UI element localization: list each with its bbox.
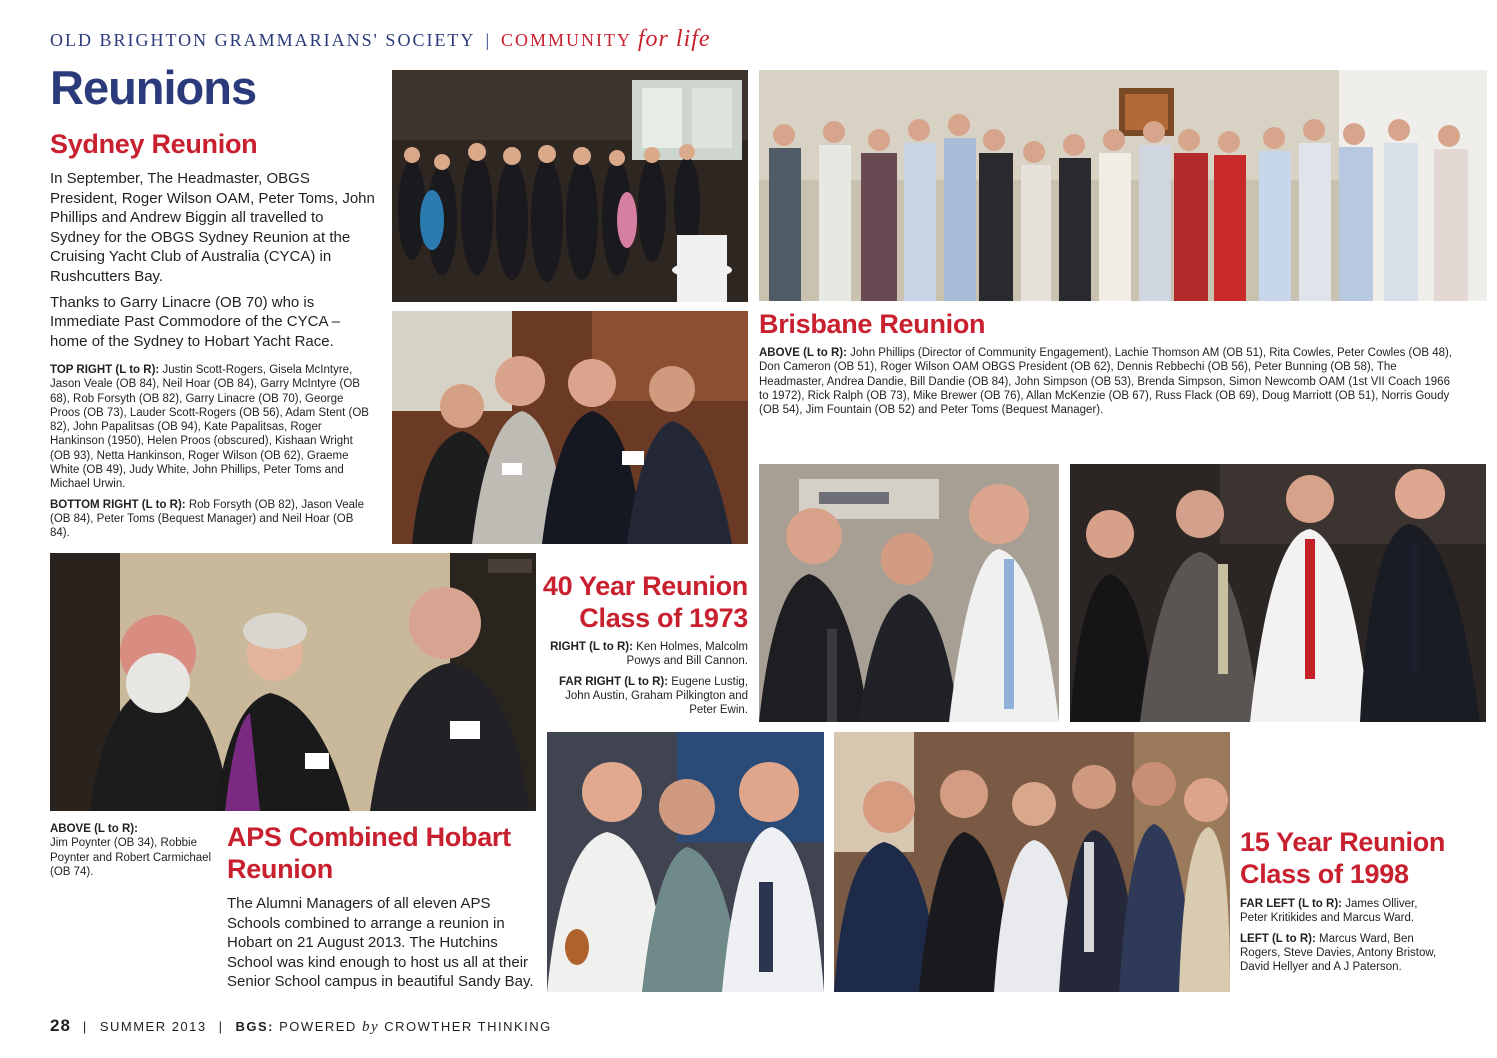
class-1998-caption-far-left [1240, 897, 1440, 926]
class-1973-right-photo [759, 464, 1059, 722]
caption-text: James Olliver, Peter Kritikides and Marcus Ward. [1240, 898, 1418, 925]
caption-label: FAR RIGHT (L to R): [559, 675, 669, 688]
powered-label: POWERED [279, 1019, 357, 1034]
caption-label: ABOVE (L to R): [759, 347, 847, 359]
caption-label: BOTTOM RIGHT (L to R): [50, 498, 186, 511]
sydney-group-photo [392, 70, 748, 302]
masthead [50, 26, 711, 53]
hobart-caption-text [50, 822, 215, 879]
caption-text: Jim Poynter (OB 34), Robbie Poynter and Robert Carmichael (OB 74). [50, 837, 212, 878]
hobart-body [227, 894, 539, 998]
by-label: by [361, 1019, 380, 1035]
hobart-heading [227, 821, 511, 885]
caption-label: ABOVE (L to R): [50, 823, 138, 835]
society-name: OLD BRIGHTON GRAMMARIANS' SOCIETY [50, 30, 476, 50]
page-footer [50, 1016, 552, 1036]
footer-divider: | [82, 1019, 88, 1034]
header-separator: | [485, 30, 492, 50]
hobart-heading-line2: Reunion [227, 854, 333, 884]
class-1998-heading-line1: 15 Year Reunion [1240, 827, 1446, 857]
class-1998-caption-left [1240, 932, 1440, 975]
caption-label: FAR LEFT (L to R): [1240, 898, 1342, 910]
sydney-four-men-photo [392, 311, 748, 544]
issue-label: SUMMER 2013 [99, 1019, 207, 1034]
caption-label: RIGHT (L to R): [550, 641, 633, 653]
footer-divider: | [218, 1019, 224, 1034]
brisbane-caption-text [759, 346, 1459, 417]
caption-text: Marcus Ward, Ben Rogers, Steve Davies, Antony Bristow, David Hellyer and A J Paterson. [1240, 932, 1437, 974]
brisbane-group-photo [759, 70, 1487, 301]
brisbane-caption [759, 346, 1459, 423]
sydney-body [50, 169, 375, 357]
class-1973-far-right-photo [1070, 464, 1486, 722]
page-number: 28 [50, 1016, 71, 1035]
class-1973-heading-line2: Class of 1973 [579, 603, 748, 633]
for-life-label: for life [637, 26, 711, 52]
caption-text: Justin Scott-Rogers, Gisela McIntyre, Jason Veale (OB 84), Neil Hoar (OB 84), Garry McIntyre (OB 68), Rob Forsyth (OB 82), Garry Linacre (OB 70), George Proos (OB 73), Lauder Scott-Rogers (OB 56), Adam Stent (OB 82), John Papalitsas (OB 94), Kate Papalitsas, Roger Hankinson (1950), Helen Proos (obscured), Kishaan Wright (OB 93), Netta Hankinson, Roger Wilson (OB 62), Graeme White (OB 49), Judy White, John Phillips, Peter Toms and Michael Urwin. [50, 364, 369, 491]
hobart-caption [50, 822, 215, 885]
class-1973-heading [530, 570, 748, 634]
class-1998-far-left-photo [547, 732, 824, 992]
hobart-heading-line1: APS Combined Hobart [227, 822, 511, 852]
sydney-caption-top [50, 363, 375, 492]
sydney-heading: Sydney Reunion [50, 129, 258, 159]
community-label: COMMUNITY [501, 30, 632, 50]
class-1998-captions [1240, 897, 1440, 980]
bgs-label: BGS: [235, 1019, 275, 1034]
sydney-captions [50, 363, 375, 547]
caption-text: Rob Forsyth (OB 82), Jason Veale (OB 84), Peter Toms (Bequest Manager) and Neil Hoar (OB 84). [50, 498, 364, 540]
caption-text: Ken Holmes, Malcolm Powys and Bill Cannon. [626, 641, 748, 668]
class-1998-heading [1240, 826, 1445, 890]
class-1973-captions [545, 640, 748, 723]
caption-label: TOP RIGHT (L to R): [50, 364, 160, 376]
class-1973-caption-right [545, 640, 748, 669]
crowther-label: CROWTHER THINKING [384, 1019, 552, 1034]
brisbane-heading: Brisbane Reunion [759, 309, 986, 339]
class-1998-left-photo [834, 732, 1230, 992]
caption-text: Eugene Lustig, John Austin, Graham Pilkington and Peter Ewin. [565, 675, 748, 717]
page-title: Reunions [50, 61, 257, 114]
hobart-reunion-photo [50, 553, 536, 811]
sydney-caption-bottom [50, 498, 375, 541]
sydney-paragraph-2: Thanks to Garry Linacre (OB 70) who is Immediate Past Commodore of the CYCA – home of the Sydney to Hobart Yacht Race. [50, 293, 341, 350]
hobart-paragraph: The Alumni Managers of all eleven APS Schools combined to arrange a reunion in Hobart on 21 August 2013. The Hutchins School was kind enough to host us all at their Senior School campus in beautiful Sandy Bay. [227, 895, 534, 991]
caption-label: LEFT (L to R): [1240, 932, 1316, 945]
class-1973-caption-far-right [545, 675, 748, 718]
sydney-paragraph-1: In September, The Headmaster, OBGS President, Roger Wilson OAM, Peter Toms, John Phillips and Andrew Biggin all travelled to Sydney for the OBGS Sydney Reunion at the Cruising Yacht Club of Australia (CYCA) in Rushcutters Bay. [50, 170, 375, 285]
caption-text: John Phillips (Director of Community Engagement), Lachie Thomson AM (OB 51), Rita Cowles, Peter Cowles (OB 48), Don Cameron (OB 51), Roger Wilson OAM OBGS President (OB 62), Dennis Rebbechi (OB 56), Peter Bunning (OB 58), The Headmaster, Andrea Dandie, Bill Dandie (OB 84), John Simpson (OB 53), Brenda Simpson, Simon Newcomb OAM (1st VII Coach 1966 to 1972), Rick Ralph (OB 73), Mike Brewer (OB 76), Allan McKenzie (OB 67), Russ Flack (OB 69), Doug Marriott (OB 51), Norris Goudy (OB 54), Jim Fountain (OB 52) and Peter Toms (Bequest Manager). [759, 347, 1453, 417]
class-1998-heading-line2: Class of 1998 [1240, 859, 1409, 889]
class-1973-heading-line1: 40 Year Reunion [542, 571, 748, 601]
